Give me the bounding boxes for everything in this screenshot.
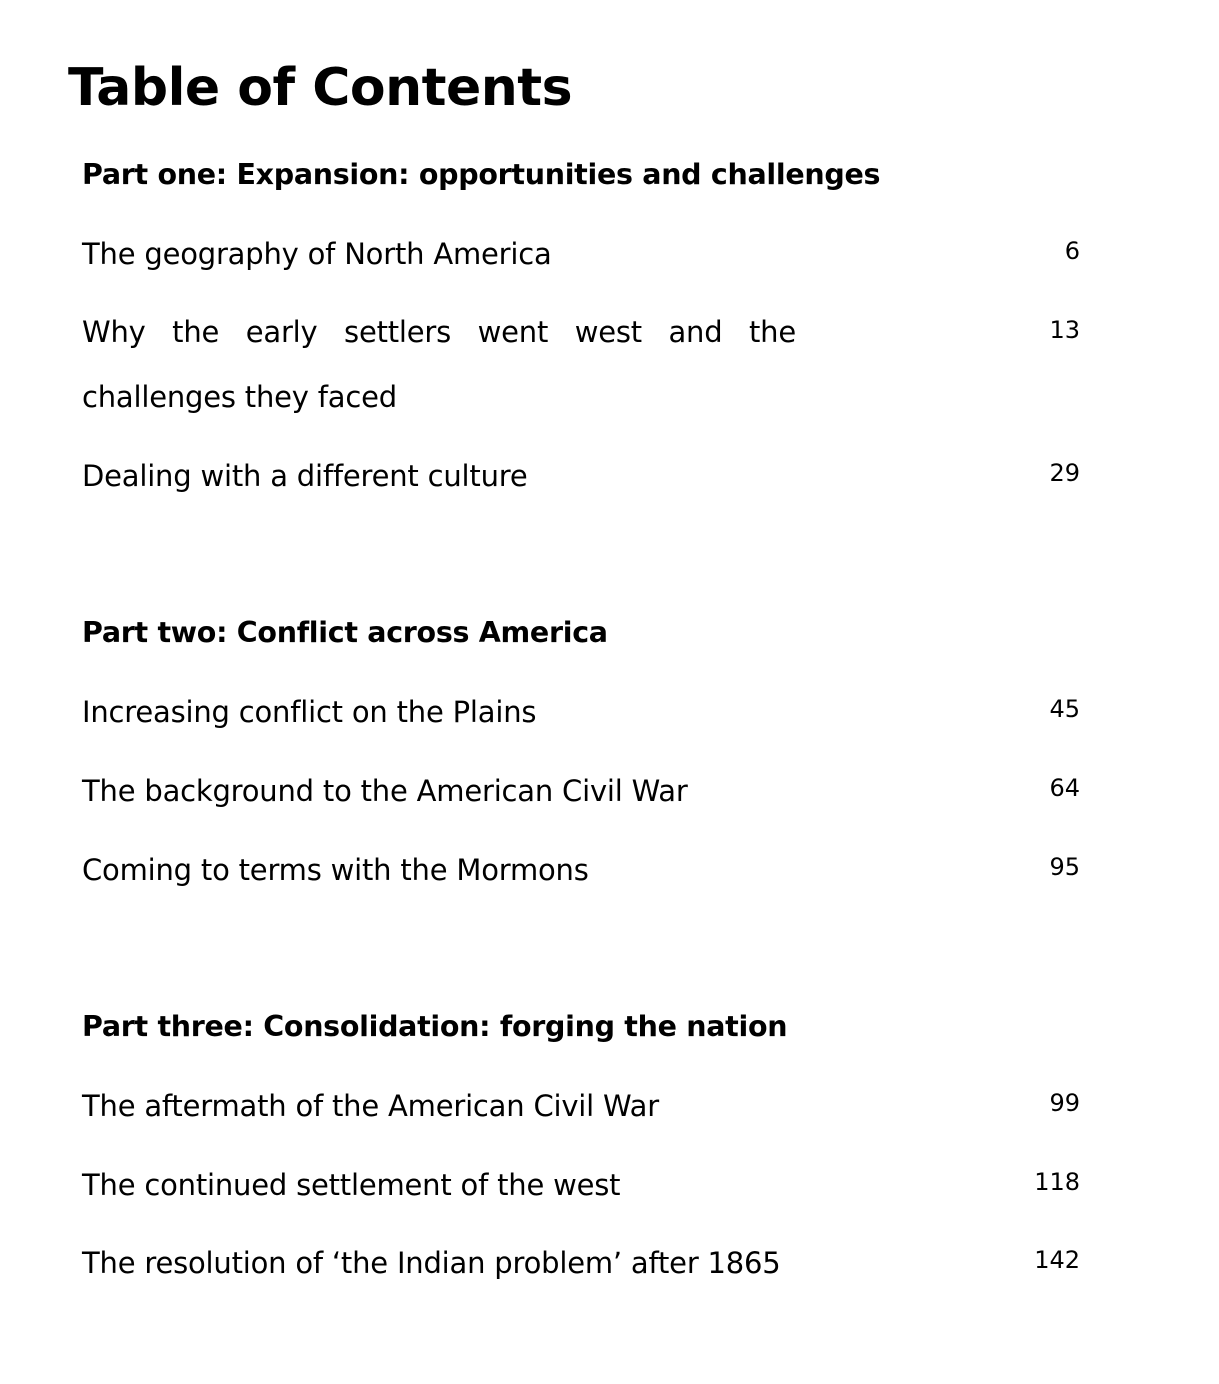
toc-entry[interactable] (82, 1086, 1082, 1126)
page-title: Table of Contents (68, 58, 573, 118)
entry-title: The aftermath of the American Civil War (82, 1089, 659, 1123)
entry-title: The resolution of ‘the Indian problem’ after 1865 (82, 1246, 781, 1280)
toc-entry[interactable] (82, 771, 1082, 811)
entry-page-number: 29 (1049, 459, 1080, 487)
toc-entry[interactable] (82, 456, 1082, 496)
toc-entry[interactable] (82, 234, 1082, 274)
entry-title: Dealing with a different culture (82, 459, 528, 493)
entry-page-number: 13 (1049, 316, 1080, 344)
toc-entry[interactable] (82, 1243, 1082, 1283)
entry-title: The geography of North America (82, 237, 552, 271)
entry-page-number: 142 (1034, 1246, 1080, 1274)
part-heading-three: Part three: Consolidation: forging the nation (82, 1010, 788, 1043)
entry-title: The continued settlement of the west (82, 1168, 621, 1202)
entry-title: Coming to terms with the Mormons (82, 853, 589, 887)
toc-entry[interactable] (82, 850, 1082, 890)
entry-page-number: 45 (1049, 695, 1080, 723)
toc-entry[interactable] (82, 313, 1082, 423)
entry-page-number: 118 (1034, 1168, 1080, 1196)
entry-page-number: 6 (1064, 237, 1080, 265)
entry-title: The background to the American Civil War (82, 774, 688, 808)
entry-page-number: 95 (1049, 853, 1080, 881)
entry-page-number: 99 (1049, 1089, 1080, 1117)
entry-page-number: 64 (1049, 774, 1080, 802)
toc-entry[interactable] (82, 1165, 1082, 1205)
entry-title: Increasing conflict on the Plains (82, 695, 537, 729)
toc-entry[interactable] (82, 692, 1082, 732)
entry-title: Why the early settlers went west and the challenges they faced (82, 315, 796, 414)
part-heading-one: Part one: Expansion: opportunities and challenges (82, 158, 881, 191)
part-heading-two: Part two: Conflict across America (82, 616, 608, 649)
